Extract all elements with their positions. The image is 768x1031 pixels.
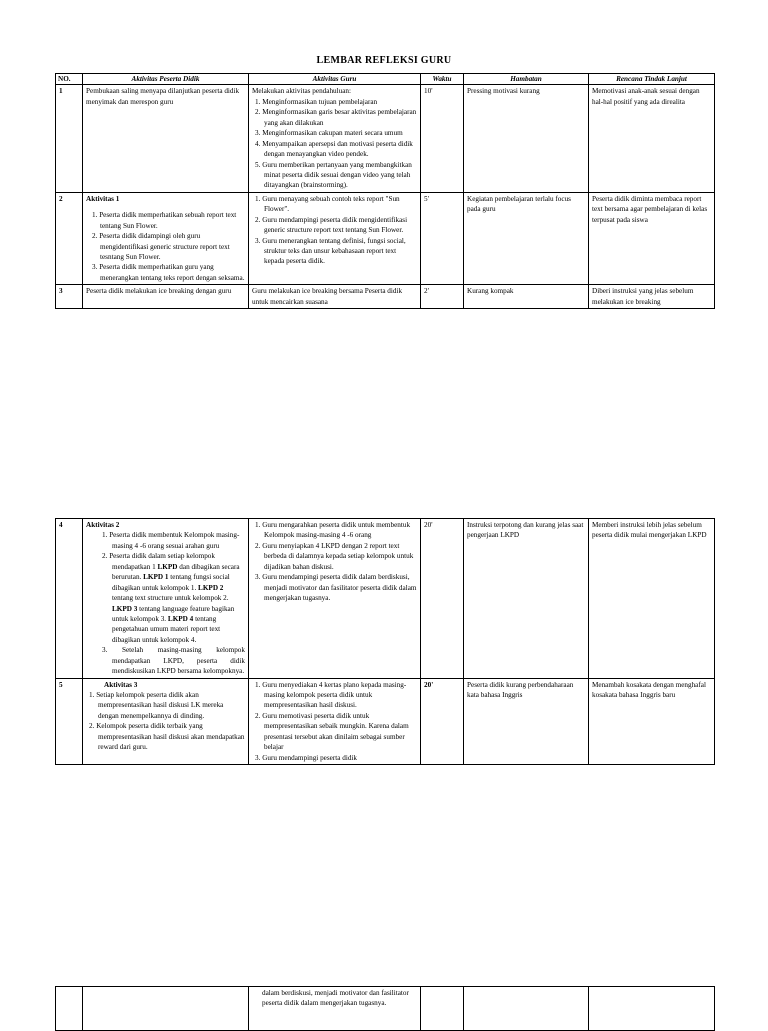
row-number: 3 bbox=[56, 285, 83, 309]
row-number: 1 bbox=[56, 85, 83, 192]
cell-rencana: Peserta didik diminta membaca report text bersama agar pembelajaran di kelas terpusat pada siswa bbox=[589, 192, 715, 285]
guru-intro: Melakukan aktivitas pendahuluan: bbox=[252, 87, 352, 96]
cell-waktu: 20' bbox=[421, 519, 464, 679]
list-item: 2. Peserta didik dalam setiap kelompok mendapatkan 1 LKPD dan dibagikan secara berurutan. LKPD 1 tentang fungsi social dibagikan untuk kelompok 1. LKPD 2 tentang text structure untuk kelompok 2. LKPD 3 tentang language feature bagikan untuk kelompok 3. LKPD 4 tentang pengetahuan umum materi report text dibagikan untuk kelompok 4. bbox=[102, 552, 240, 644]
reflection-table-part-3 bbox=[55, 986, 715, 1031]
list-item: 1. Menginformasikan tujuan pembelajaran bbox=[255, 97, 378, 106]
list-item: 2. Guru menyiapkan 4 LKPD dengan 2 report text berbeda di dalamnya kepada setiap kelompok untuk dijadikan bahan diskusi. bbox=[255, 541, 414, 571]
cell-aktivitas-siswa: Peserta didik melakukan ice breaking dengan guru bbox=[83, 285, 249, 309]
row-number: 2 bbox=[56, 192, 83, 285]
list-item: 3. Guru menerangkan tentang definisi, fungsi social, struktur teks dan unsur kebahasaan report text kepada peserta didik. bbox=[255, 236, 406, 266]
cell-waktu: 20' bbox=[421, 678, 464, 765]
cell-rencana: Memotivasi anak-anak sesuai dengan hal-hal positif yang ada direalita bbox=[589, 85, 715, 192]
list-item: 3. Peserta didik memperhatikan guru yang menerangkan tentang teks report dengan seksama. bbox=[92, 263, 245, 282]
list-item: 1. Peserta didik membentuk Kelompok masing-masing 4 -6 orang sesuai arahan guru bbox=[102, 531, 240, 550]
header-rencana-tindak-lanjut: Rencana Tindak Lanjut bbox=[589, 74, 715, 85]
table-row bbox=[56, 285, 715, 309]
guru-continued-text: dalam berdiskusi, menjadi motivator dan fasilitator peserta didik dalam mengerjakan tugasnya. bbox=[262, 989, 409, 1008]
list-item: 1. Guru menyediakan 4 kertas plano kepada masing-masing kelompok peserta didik untuk mempresentasikan hasil diskusi. bbox=[255, 680, 407, 710]
cell-rencana: Menambah kosakata dengan menghafal kosakata bahasa Inggris baru bbox=[589, 678, 715, 765]
cell-aktivitas-siswa bbox=[83, 192, 249, 285]
cell-hambatan: Pressing motivasi kurang bbox=[464, 85, 589, 192]
activity-title: Aktivitas 2 bbox=[86, 521, 120, 529]
list-item: 2. Peserta didik didampingi oleh guru mengidentifikasi generic structure report text tesntang Sun Flower. bbox=[92, 232, 230, 261]
list-item: 1. Guru mengarahkan peserta didik untuk membentuk Kelompok masing-masing 4 -6 orang bbox=[255, 521, 411, 540]
list-item: 1. Peserta didik memperhatikan sebuah report text tentang Sun Flower. bbox=[92, 211, 237, 230]
cell-hambatan: Kurang kompak bbox=[464, 285, 589, 309]
cell-aktivitas-guru bbox=[249, 519, 421, 679]
table-row bbox=[56, 678, 715, 765]
table-row bbox=[56, 192, 715, 285]
list-item: 1. Guru menayang sebuah contoh teks report "Sun Flower". bbox=[255, 194, 400, 214]
page-title: LEMBAR REFLEKSI GURU bbox=[316, 55, 452, 66]
cell-waktu: 2' bbox=[421, 285, 464, 309]
cell-aktivitas-guru: Guru melakukan ice breaking bersama Peserta didik untuk mencairkan suasana bbox=[249, 285, 421, 309]
list-item: 3. Setelah masing-masing kelompok mendapatkan LKPD, peserta didik mendiskusikan LKPD bersama kelompoknya. bbox=[102, 646, 245, 676]
cell-hambatan: Peserta didik kurang perbendaharaan kata bahasa Inggris bbox=[464, 678, 589, 765]
list-item: 2. Guru mendampingi peserta didik mengidentifikasi generic structure report text tentang Sun Flower. bbox=[255, 215, 408, 235]
header-hambatan: Hambatan bbox=[464, 74, 589, 85]
table-row bbox=[56, 85, 715, 192]
cell-hambatan: Kegiatan pembelajaran terlalu focus pada guru bbox=[464, 192, 589, 285]
cell-hambatan: Instruksi terpotong dan kurang jelas saat pengerjaan LKPD bbox=[464, 519, 589, 679]
cell-aktivitas-siswa bbox=[83, 678, 249, 765]
list-item: 3. Guru mendampingi peserta didik dalam berdiskusi, menjadi motivator dan fasilitator peserta didik dalam mengerjakan tugasnya. bbox=[255, 573, 417, 603]
activity-title: Aktivitas 3 bbox=[104, 680, 138, 689]
cell-rencana: Memberi instruksi lebih jelas sebelum peserta didik mulai mengerjakan LKPD bbox=[589, 519, 715, 679]
header-aktivitas-guru: Aktivitas Guru bbox=[249, 74, 421, 85]
list-item: 2. Menginformasikan garis besar aktivitas pembelajaran yang akan dilakukan bbox=[255, 108, 417, 127]
reflection-table-part-2 bbox=[55, 518, 715, 765]
header-no: NO. bbox=[56, 74, 83, 85]
cell-aktivitas-guru bbox=[249, 678, 421, 765]
cell-aktivitas-siswa bbox=[83, 519, 249, 679]
cell-aktivitas-siswa: Pembukaan saling menyapa dilanjutkan peserta didik menyimak dan merespon guru bbox=[83, 85, 249, 192]
list-item: 3. Menginformasikan cakupan materi secara umum bbox=[255, 129, 403, 138]
list-item: 1. Setiap kelompok peserta didik akan mempresentasikan hasil diskusi LK mereka dengan menempelkannya di dinding. bbox=[89, 691, 224, 720]
header-aktivitas-peserta-didik: Aktivitas Peserta Didik bbox=[83, 74, 249, 85]
cell-waktu: 10' bbox=[421, 85, 464, 192]
list-item: 2. Kelompok peserta didik terbaik yang mempresentasikan hasil diskusi akan mendapatkan reward dari guru. bbox=[89, 722, 245, 752]
cell-rencana: Diberi instruksi yang jelas sebelum melakukan ice breaking bbox=[589, 285, 715, 309]
activity-title: Aktivitas 1 bbox=[86, 194, 120, 203]
list-item: 2. Guru memotivasi peserta didik untuk mempresentasikan sebaik mungkin. Karena dalam presentasi tersebut akan dinilaim sebagai sumber belajar bbox=[255, 711, 409, 752]
header-waktu: Waktu bbox=[421, 74, 464, 85]
list-item: 4. Menyampaikan apersepsi dan motivasi peserta didik dengan menayangkan video pendek. bbox=[255, 139, 413, 159]
cell-waktu: 5' bbox=[421, 192, 464, 285]
cell-aktivitas-guru bbox=[249, 85, 421, 192]
list-item: 3. Guru mendampingi peserta didik bbox=[255, 753, 358, 762]
row-number: 4 bbox=[56, 519, 83, 679]
cell-aktivitas-guru bbox=[249, 192, 421, 285]
list-item: 5. Guru memberikan pertanyaan yang membangkitkan minat peserta didik sesuai dengan video yang telah ditayangkan (brainstorming). bbox=[255, 160, 412, 190]
reflection-table-part-1 bbox=[55, 73, 715, 309]
row-number: 5 bbox=[56, 678, 83, 765]
table-header-row bbox=[56, 74, 715, 85]
table-row bbox=[56, 519, 715, 679]
